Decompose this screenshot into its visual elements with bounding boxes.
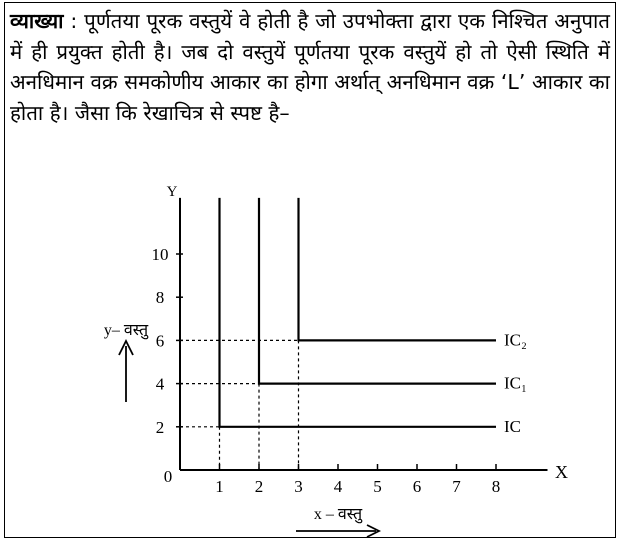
curve-label: IC₁ (504, 373, 527, 393)
x-tick-label: 6 (412, 477, 422, 496)
chart-guide-lines (180, 340, 299, 470)
indifference-curve-3 (299, 198, 497, 341)
x-tick-label: 1 (215, 477, 224, 496)
indifference-curve-2 (259, 198, 496, 384)
x-tick-label: 2 (254, 477, 264, 496)
explanation-separator: : (63, 9, 85, 33)
y-tick-label: 4 (155, 374, 165, 394)
y-tick-label: 2 (155, 417, 165, 437)
origin-label: 0 (163, 467, 173, 486)
chart-labels (104, 184, 568, 537)
x-tick-label: 5 (373, 477, 382, 496)
x-tick-label: 7 (452, 477, 461, 496)
chart-axes (176, 198, 548, 470)
x-tick-label: 4 (333, 477, 343, 496)
curve-label: IC₂ (504, 330, 527, 350)
y-axis-letter: Y (166, 183, 178, 200)
x-axis-letter: X (555, 462, 568, 482)
indifference-curve-1 (220, 198, 497, 427)
cut-off-next-line (80, 536, 380, 546)
y-axis-caption: y– वस्तु (103, 322, 149, 339)
y-tick-label: 10 (151, 245, 169, 264)
explanation-lead: व्याख्या (10, 9, 64, 33)
chart-curves (220, 198, 497, 427)
x-axis-caption: x – वस्तु (313, 506, 363, 523)
explanation-text: पूर्णतया पूरक वस्तुयें वे होती है जो उपभोक्ता द्वारा एक निश्चित अनुपात में ही प्रयुक्त होती है। जब दो वस्तुयें पूर्णतया पूरक वस्तुयें हो तो ऐसी स्थिति में अनधिमान वक्र समकोणीय आकार का होगा अर्थात् अनधिमान वक्र ‘L’ आकार का होता है। जैसा कि रेखाचित्र से स्पष्ट है– (10, 9, 610, 125)
x-tick-label: 8 (491, 477, 501, 496)
y-tick-label: 6 (155, 331, 165, 351)
curve-label: IC (504, 416, 521, 436)
y-tick-label: 8 (155, 288, 165, 308)
x-tick-label: 3 (294, 477, 303, 496)
